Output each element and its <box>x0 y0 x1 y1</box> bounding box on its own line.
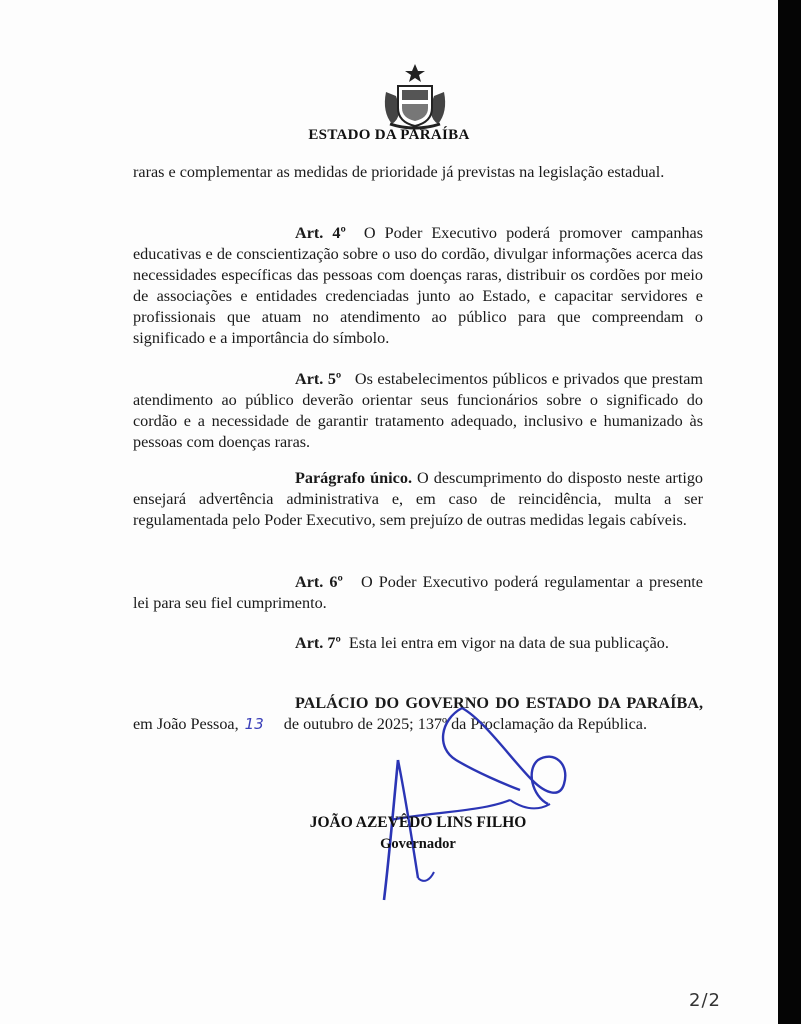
intro-text: raras e complementar as medidas de prioridade já previstas na legislação estadual. <box>133 163 665 181</box>
closing-block <box>133 693 703 735</box>
coat-of-arms-icon <box>378 62 452 130</box>
article-7 <box>133 633 703 654</box>
article-5 <box>133 369 703 453</box>
city-text: em João Pessoa, <box>133 715 239 733</box>
article-5-text: Os estabelecimentos públicos e privados que prestam atendimento ao público deverão orientar seus funcionários sobre o significado do cordão e a necessidade de garantir tratamento adequado, inclusivo e humanizado às pessoas com doenças raras. <box>133 370 704 451</box>
article-7-label: Art. 7º <box>295 634 341 652</box>
paragrafo-unico-text: O descumprimento do disposto neste artigo ensejará advertência administrativa e, em caso de reincidência, multa a ser regulamentada pelo Poder Executivo, sem prejuízo de outras medidas legais cabíveis. <box>133 469 704 529</box>
article-6 <box>133 572 703 614</box>
state-title: ESTADO DA PARAÍBA <box>308 127 470 143</box>
paragrafo-unico-label: Parágrafo único. <box>295 469 412 487</box>
article-7-text: Esta lei entra em vigor na data de sua publicação. <box>348 634 669 652</box>
article-5-label: Art. 5º <box>295 370 342 388</box>
paragrafo-unico <box>133 468 703 531</box>
article-4-label: Art. 4º <box>295 224 346 242</box>
palace-name: PALÁCIO DO GOVERNO DO ESTADO DA PARAÍBA, <box>295 694 703 712</box>
article-4-text: O Poder Executivo poderá promover campanhas educativas e de conscientização sobre o uso do cordão, divulgar informações acerca das necessidades específicas das pessoas com doenças raras, distribuir os cordões por meio de associações e entidades credenciadas junto ao Estado, e capacitar servidores e profissionais que atuam no atendimento ao público para que compreendam o significado e a importância do símbolo. <box>133 224 704 347</box>
article-6-text: O Poder Executivo poderá regulamentar a presente lei para seu fiel cumprimento. <box>133 573 703 612</box>
article-4 <box>133 223 703 349</box>
handwritten-day: 13 <box>244 715 264 733</box>
dark-edge <box>778 0 801 1024</box>
intro-paragraph <box>133 162 703 183</box>
date-text: de outubro de 2025; 137º da Proclamação da República. <box>283 715 648 733</box>
page-number: 2/2 <box>689 990 721 1011</box>
article-6-label: Art. 6º <box>295 573 343 591</box>
signer-title: Governador <box>380 836 456 852</box>
signer-name: JOÃO AZEVÊDO LINS FILHO <box>309 814 527 831</box>
